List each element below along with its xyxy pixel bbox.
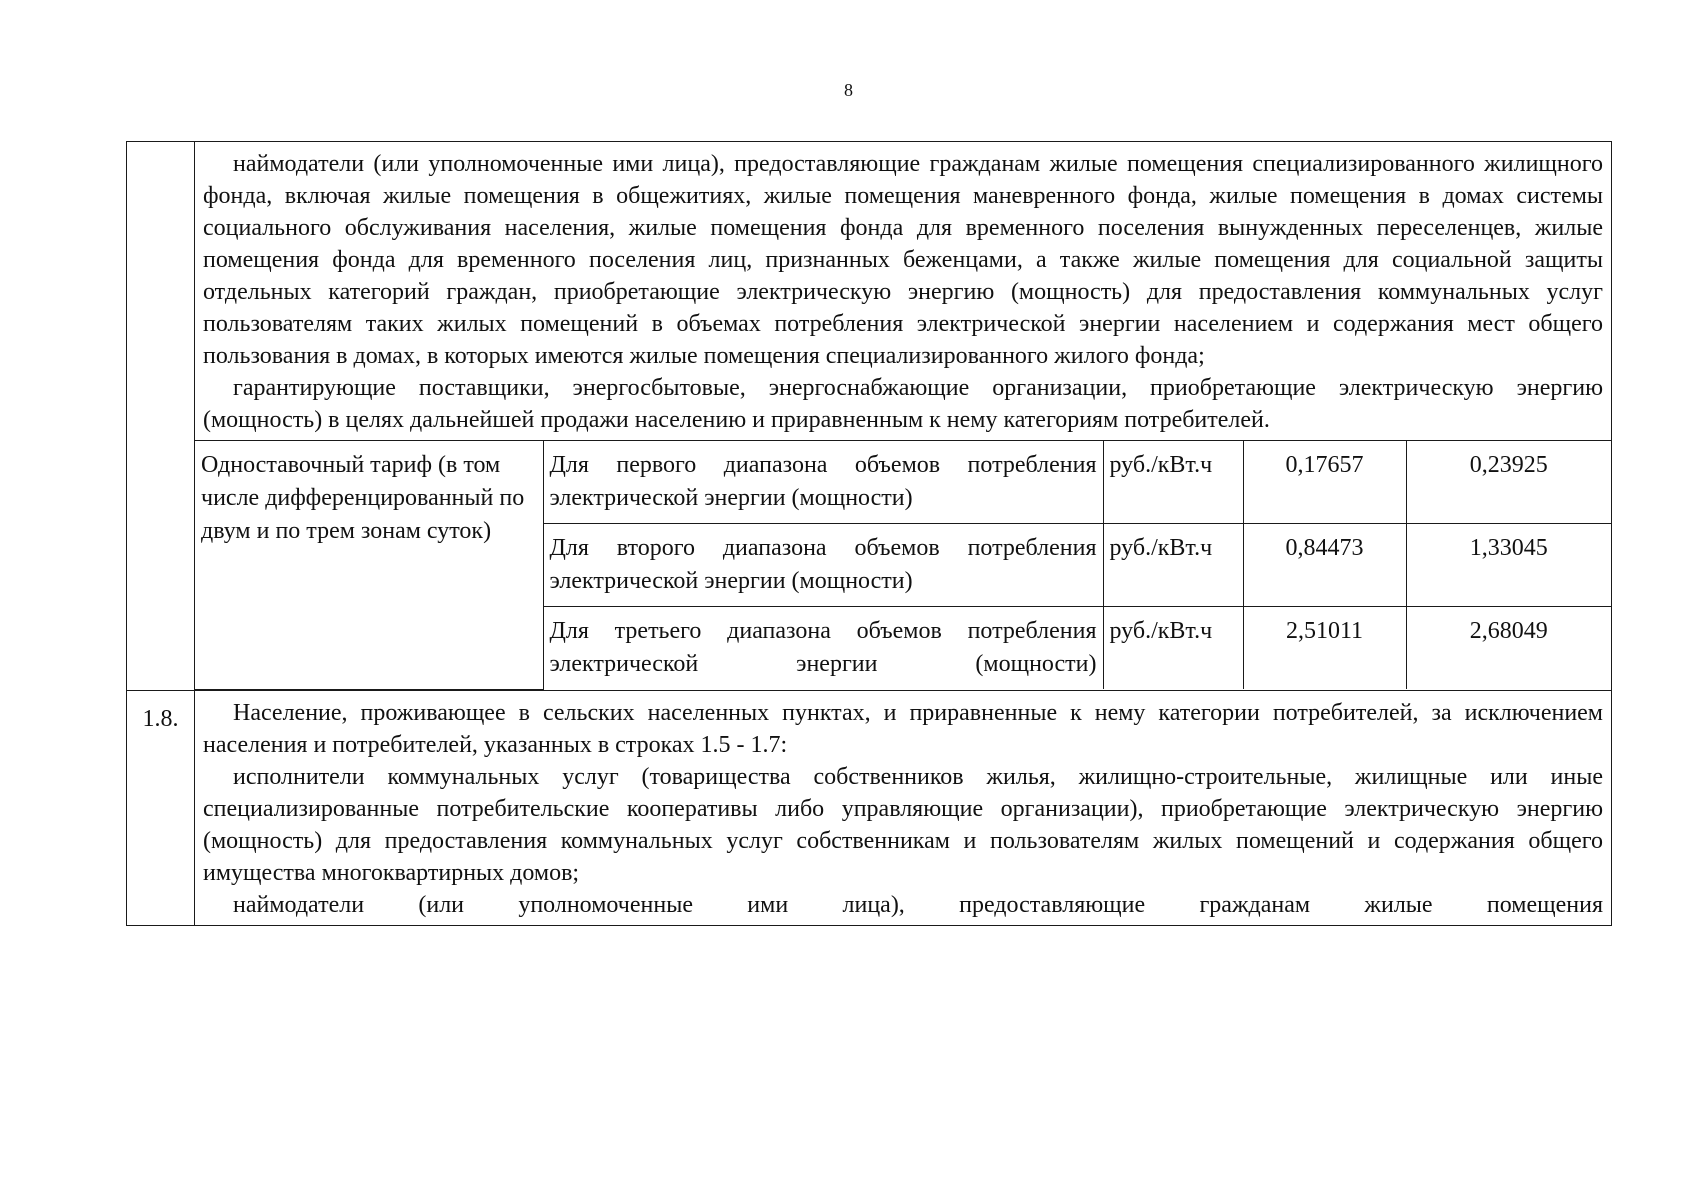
unit: руб./кВт.ч xyxy=(1103,524,1243,607)
tariff-value-2: 0,23925 xyxy=(1406,441,1611,524)
unit: руб./кВт.ч xyxy=(1103,441,1243,524)
tariff-subtable-cell xyxy=(195,441,1612,691)
section-row xyxy=(127,690,1612,925)
section-number: 1.8. xyxy=(127,690,195,925)
unit: руб./кВт.ч xyxy=(1103,607,1243,690)
range-description: Для третьего диапазона объемов потребления электрической энергии (мощности) xyxy=(543,607,1103,690)
tariff-value-2: 2,68049 xyxy=(1406,607,1611,690)
range-description: Для второго диапазона объемов потребления электрической энергии (мощности) xyxy=(543,524,1103,607)
paragraph: гарантирующие поставщики, энергосбытовые, энергоснабжающие организации, приобретающие электрическую энергию (мощность) в целях дальнейшей продажи населению и приравненным к нему категориям потребителей. xyxy=(203,375,1603,433)
page-number: 8 xyxy=(844,80,853,100)
paragraph: наймодатели (или уполномоченные ими лица), предоставляющие гражданам жилые помещения специализированного жилищного фонда, включая жилые помещения в общежитиях, жилые помещения маневренного фонда, жилые помещения в домах системы социального обслуживания населения, жилые помещения фонда для временного поселения вынужденных переселенцев, жилые помещения фонда для временного поселения лиц, признанных беженцами, а также жилые помещения для социальной защиты отдельных категорий граждан, приобретающие электрическую энергию (мощность) для предоставления коммунальных услуг пользователям таких жилых помещений в объемах потребления электрической энергии населением и содержания мест общего пользования в домах, в которых имеются жилые помещения специализированного жилого фонда; xyxy=(203,151,1603,369)
continued-row-text-cell xyxy=(195,142,1612,441)
tariff-value-1: 0,17657 xyxy=(1243,441,1406,524)
range-description: Для первого диапазона объемов потребления электрической энергии (мощности) xyxy=(543,441,1103,524)
paragraph: наймодатели (или уполномоченные ими лица), предоставляющие гражданам жилые помещения xyxy=(233,891,1603,918)
tariff-subtable xyxy=(195,441,1611,690)
tariff-name: Одноставочный тариф (в том числе дифференцированный по двум и по трем зонам суток) xyxy=(195,441,543,689)
paragraph: Население, проживающее в сельских населенных пунктах, и приравненные к нему категории потребителей, за исключением населения и потребителей, указанных в строках 1.5 - 1.7: xyxy=(203,699,1603,758)
tariff-table xyxy=(126,141,1612,926)
continued-row xyxy=(127,142,1612,441)
tariff-value-1: 0,84473 xyxy=(1243,524,1406,607)
tariff-range-row xyxy=(195,441,1611,524)
tariff-value-2: 1,33045 xyxy=(1406,524,1611,607)
tariff-row xyxy=(127,441,1612,691)
continued-row-number-cell xyxy=(127,142,195,691)
paragraph: исполнители коммунальных услуг (товарищества собственников жилья, жилищно-строительные, жилищные или иные специализированные потребительские кооперативы либо управляющие организации), приобретающие электрическую энергию (мощность) для предоставления коммунальных услуг собственникам и пользователям жилых помещений и содержания общего имущества многоквартирных домов; xyxy=(203,763,1603,886)
tariff-value-1: 2,51011 xyxy=(1243,607,1406,690)
section-text-cell xyxy=(195,690,1612,925)
